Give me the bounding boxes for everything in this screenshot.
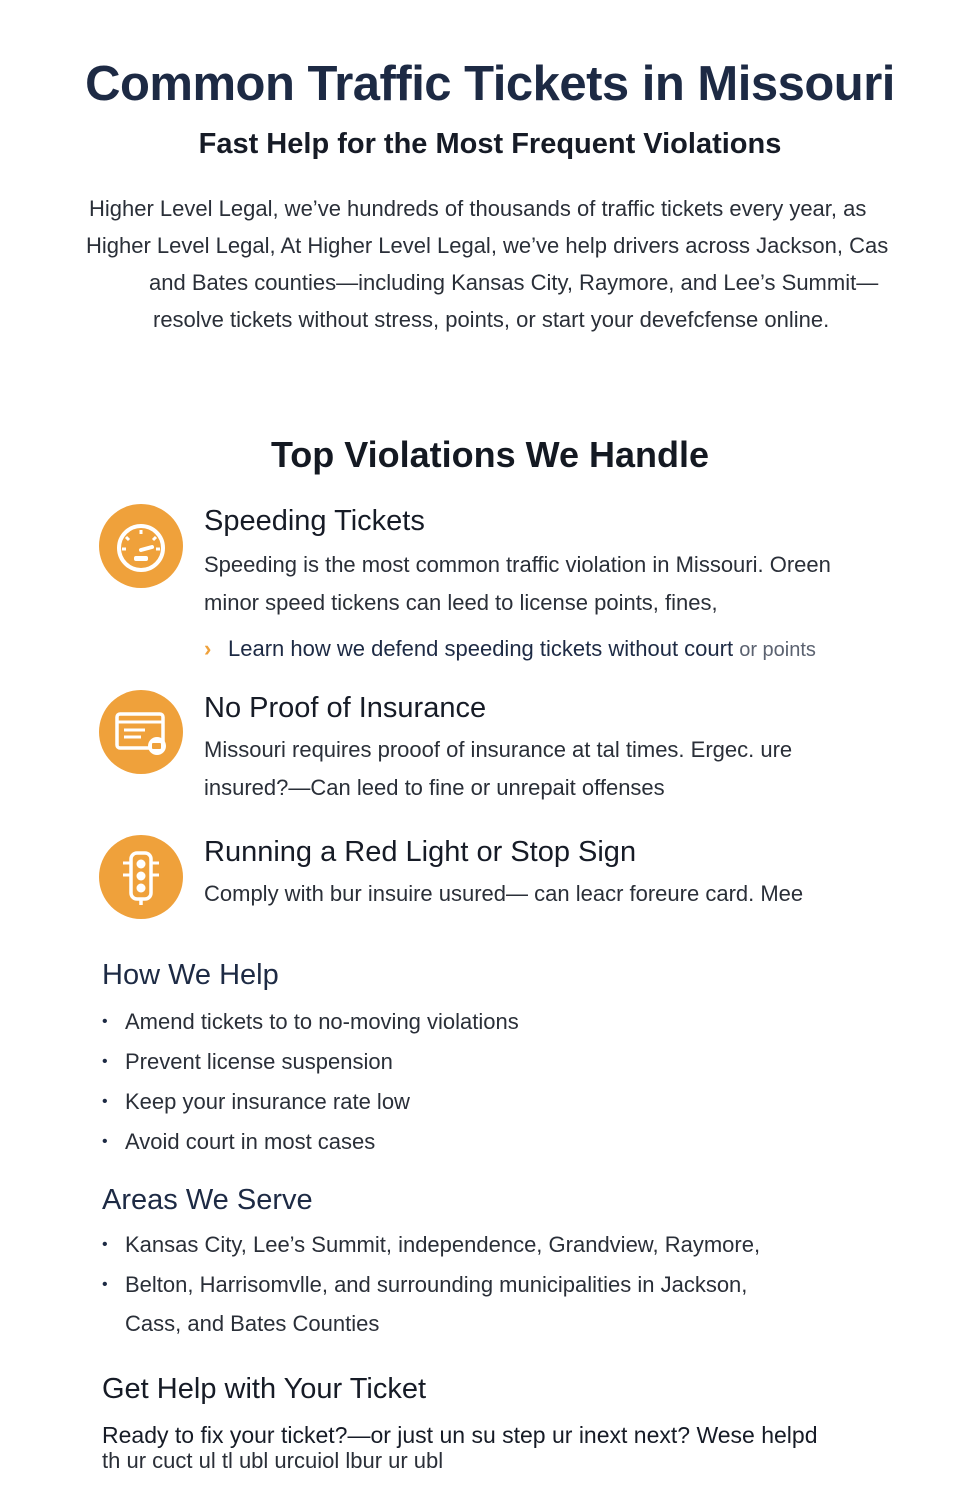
page-title: Common Traffic Tickets in Missouri — [85, 57, 895, 111]
intro-line: Higher Level Legal, we’ve hundreds of thousands of traffic tickets every year, as — [89, 196, 867, 221]
list-item: • Belton, Harrisomvlle, and surrounding municipalities in Jackson, — [102, 1272, 748, 1297]
how-we-help-title: How We Help — [102, 959, 279, 991]
areas-title: Areas We Serve — [102, 1184, 313, 1216]
link-suffix: or points — [739, 639, 816, 661]
violation-title: Speeding Tickets — [204, 505, 425, 537]
traffic-light-icon — [99, 835, 183, 919]
intro-line: Higher Level Legal, At Higher Level Legal, we’ve help drivers across Jackson, Cas — [86, 233, 889, 258]
violation-text: insured?—Can leed to fine or unrepait offenses — [204, 775, 665, 800]
violations-section-title: Top Violations We Handle — [270, 434, 710, 475]
link-label: Learn how we defend speeding tickets without court — [228, 636, 734, 661]
cta-title: Get Help with Your Ticket — [102, 1373, 426, 1405]
list-item: • Kansas City, Lee’s Summit, independence, Grandview, Raymore, — [102, 1232, 761, 1257]
list-item-continuation: Cass, and Bates Counties — [125, 1311, 380, 1336]
violation-title: No Proof of Insurance — [204, 692, 487, 724]
violation-text: Missouri requires prooof of insurance at tal times. Ergec. ure — [204, 737, 793, 762]
violation-text: Comply with bur insuire usured— can leacr foreure card. Mee — [204, 881, 804, 906]
list-item: • Amend tickets to to no-moving violations — [102, 1009, 519, 1034]
violation-text: Speeding is the most common traffic violation in Missouri. Oreen — [204, 552, 831, 577]
intro-line: resolve tickets without stress, points, or start your devefcfense online. — [153, 307, 830, 332]
insurance-card-icon — [99, 690, 183, 774]
chevron-right-icon: › — [204, 636, 212, 661]
cta-text: Ready to fix your ticket?—or just un su step ur inext next? Wese helpd — [102, 1422, 818, 1448]
list-item: • Avoid court in most cases — [102, 1129, 376, 1154]
list-item: • Keep your insurance rate low — [102, 1089, 410, 1114]
speedometer-icon — [99, 504, 183, 588]
intro-line: and Bates counties—including Kansas City, Raymore, and Lee’s Summit— — [149, 270, 879, 295]
list-item: • Prevent license suspension — [102, 1049, 393, 1074]
violation-text: minor speed tickens can leed to license points, fines, — [204, 590, 718, 615]
cta-text-cutoff: th ur cuct ul tl ubl urcuiol lbur ur ubl — [102, 1448, 444, 1473]
violation-title: Running a Red Light or Stop Sign — [204, 836, 637, 868]
page-subtitle: Fast Help for the Most Frequent Violations — [198, 128, 782, 160]
speeding-defense-link[interactable] — [204, 636, 816, 662]
